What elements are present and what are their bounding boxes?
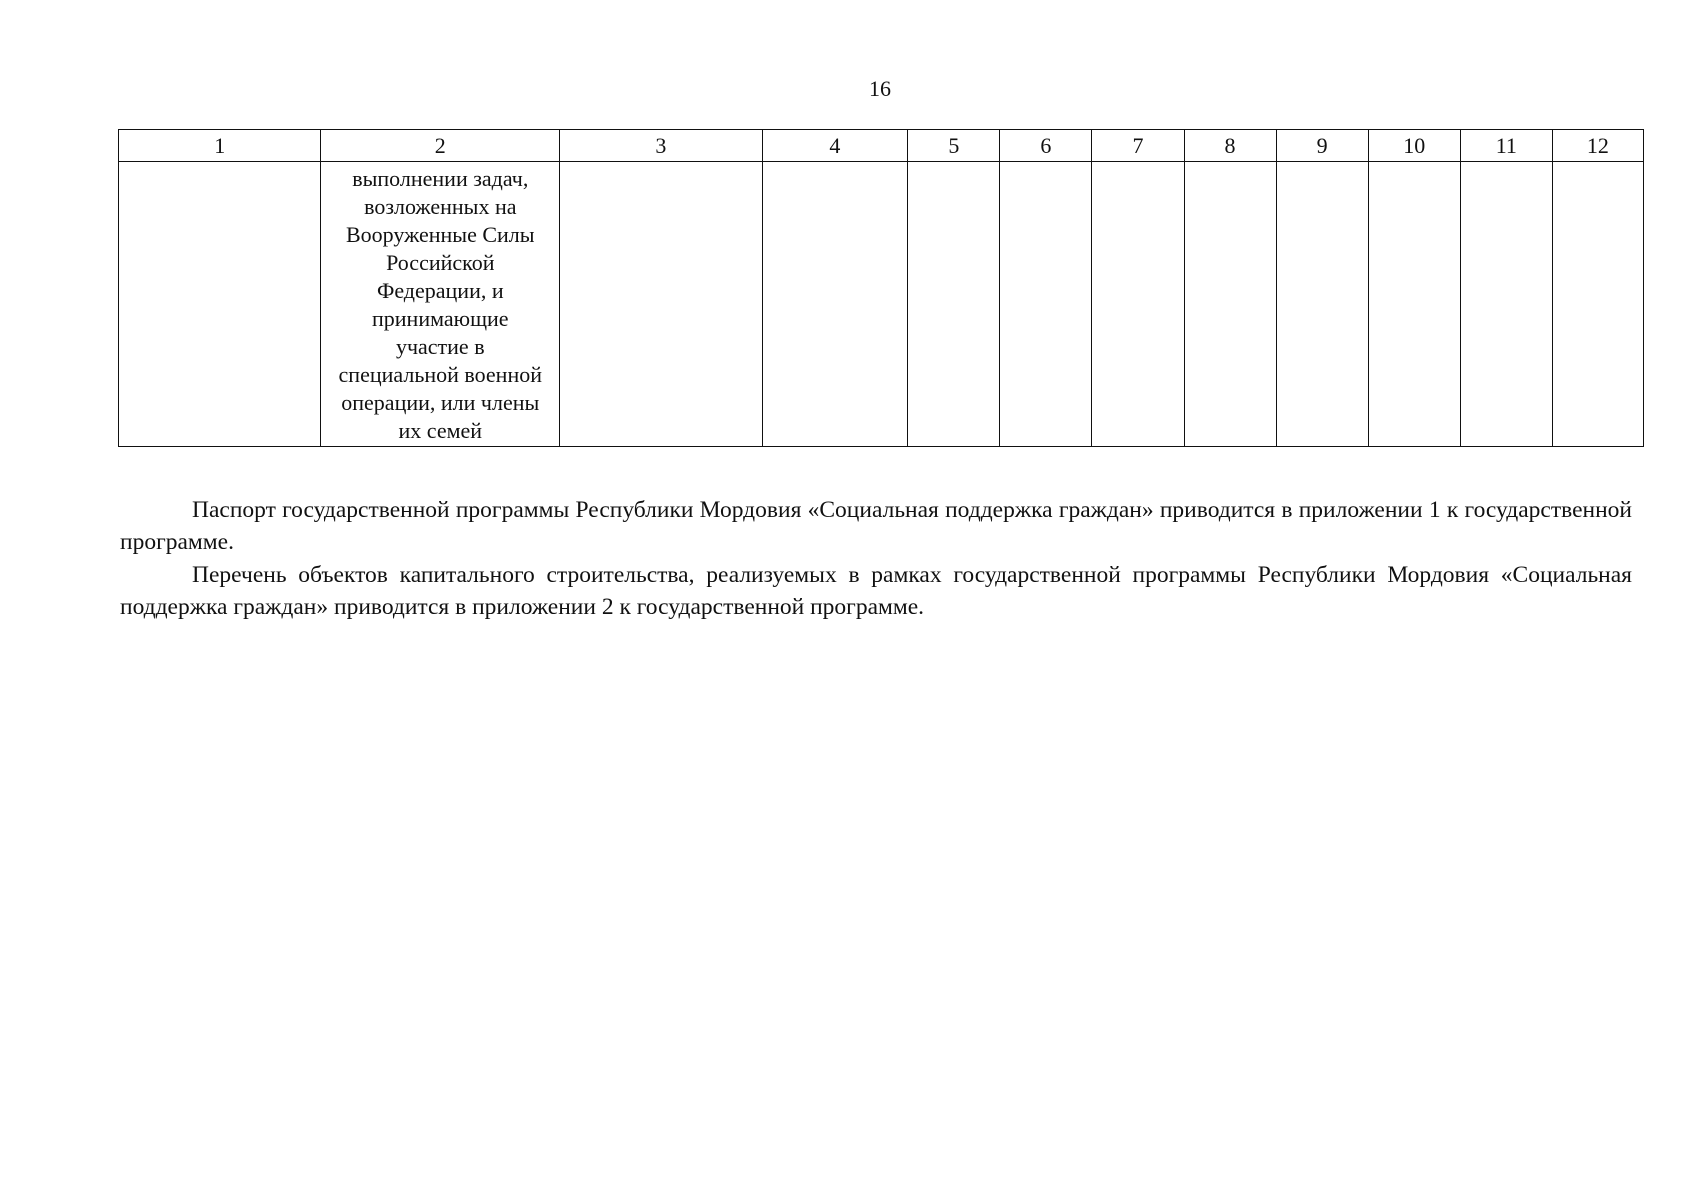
table-cell [1276,162,1368,447]
cell-text-line: Вооруженные Силы [345,222,535,247]
table-header-row [119,130,1644,162]
column-header: 12 [1552,130,1643,162]
column-header: 4 [762,130,908,162]
table-cell [1552,162,1643,447]
column-header: 7 [1092,130,1184,162]
column-header: 2 [321,130,560,162]
cell-text-line: их семей [398,418,483,443]
page-number: 16 [869,76,891,101]
cell-text-line: Российской [386,250,495,275]
table-cell-description [321,162,560,447]
table-cell [1460,162,1552,447]
column-header: 9 [1276,130,1368,162]
column-header: 1 [119,130,321,162]
cell-text-line: возложенных на [364,194,517,219]
table-cell [1000,162,1092,447]
cell-text-line: Федерации, и [376,278,504,303]
cell-text-line: специальной военной [338,362,543,387]
table-cell [1184,162,1276,447]
table-cell [1092,162,1184,447]
column-header: 10 [1368,130,1460,162]
cell-text-line: принимающие [372,306,509,331]
cell-text-line: участие в [395,334,485,359]
column-header: 8 [1184,130,1276,162]
body-text [120,494,1632,624]
table-cell [762,162,908,447]
table-cell [119,162,321,447]
column-header: 3 [560,130,762,162]
column-header: 5 [908,130,1000,162]
table-cell [1368,162,1460,447]
table-cell [560,162,762,447]
cell-text-line: выполнении задач, [352,166,529,191]
paragraph: Перечень объектов капитального строительства, реализуемых в рамках государственной программы Республики Мордовия «Социальная поддержка граждан» приводится в приложении 2 к государственной программе. [120,562,1632,620]
data-table [118,129,1644,447]
column-header: 6 [1000,130,1092,162]
table-cell [908,162,1000,447]
paragraph: Паспорт государственной программы Республики Мордовия «Социальная поддержка граждан» приводится в приложении 1 к государственной программе. [120,497,1632,555]
column-header: 11 [1460,130,1552,162]
cell-text-line: операции, или члены [341,390,540,415]
table-row [119,162,1644,447]
